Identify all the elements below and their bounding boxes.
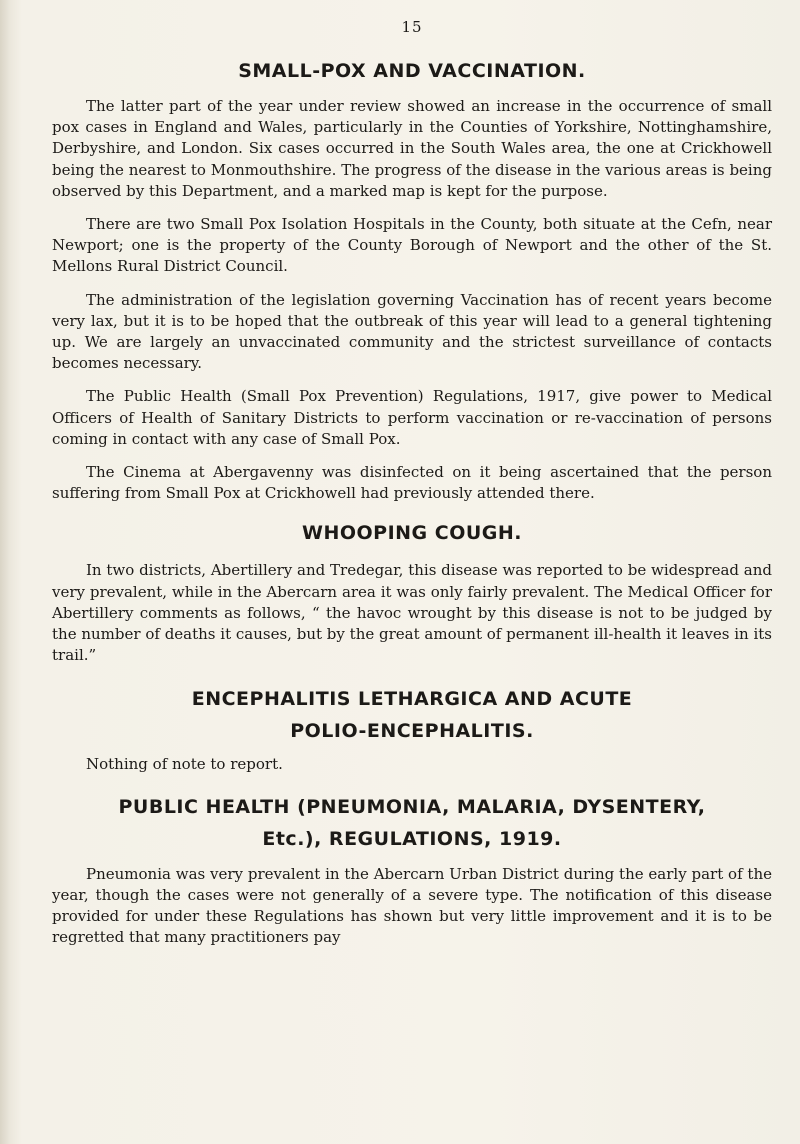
paragraph: The Public Health (Small Pox Prevention) Regulations, 1917, give power to Medical Officers of Health of Sanitary Districts to perform vaccination or re-vaccination of persons coming in contact with any case of Small Pox. — [52, 387, 772, 448]
section-small-pox — [52, 58, 772, 504]
section-heading-small-pox: SMALL-POX AND VACCINATION. — [238, 60, 586, 82]
section-heading-regulations-line1: PUBLIC HEALTH (PNEUMONIA, MALARIA, DYSENTERY, — [118, 795, 706, 818]
section-whooping-cough — [52, 520, 772, 666]
paragraph: The administration of the legislation governing Vaccination has of recent years become very lax, but it is to be hoped that the outbreak of this year will lead to a general tightening up. We are largely an unvaccinated community and the strictest surveillance of contacts becomes necessary. — [52, 290, 772, 373]
page-number: 15 — [401, 18, 423, 36]
paragraph: The Cinema at Abergavenny was disinfected on it being ascertained that the person suffering from Small Pox at Crickhowell had previously attended there. — [52, 463, 772, 503]
section-heading-whooping-cough: WHOOPING COUGH. — [301, 522, 522, 545]
paragraph: The latter part of the year under review showed an increase in the occurrence of small pox cases in England and Wales, particularly in the Counties of Yorkshire, Nottinghamshire, Derbyshire, and London. Six cases occurred in the South Wales area, the one at Crickhowell being the nearest to Monmouthshire. The progress of the disease in the various areas is being observed by this Department, and a marked map is kept for the purpose. — [52, 97, 772, 200]
page-content — [52, 18, 772, 948]
paragraph: In two districts, Abertillery and Tredegar, this disease was reported to be widespread and very prevalent, while in the Abercarn area it was only fairly prevalent. The Medical Officer for Abertillery comments as follows, “ the havoc wrought by this disease is not to be judged by the number of deaths it causes, but by the great amount of permanent ill-health it leaves in its trail.” — [52, 561, 772, 665]
section-encephalitis — [52, 686, 772, 775]
paragraph: Nothing of note to report. — [86, 755, 283, 774]
section-heading-regulations-line2: Etc.), REGULATIONS, 1919. — [262, 827, 562, 850]
section-heading-encephalitis-line2: POLIO-ENCEPHALITIS. — [290, 720, 534, 743]
section-heading-encephalitis-line1: ENCEPHALITIS LETHARGICA AND ACUTE — [191, 688, 633, 711]
section-public-health-regulations — [52, 794, 772, 949]
paragraph: There are two Small Pox Isolation Hospitals in the County, both situate at the Cefn, near Newport; one is the property of the County Borough of Newport and the other of the St. Mellons Rural District Council. — [52, 215, 772, 276]
paragraph: Pneumonia was very prevalent in the Abercarn Urban District during the early part of the year, though the cases were not generally of a severe type. The notification of this disease provided for under these Regulations has shown but very little improvement and it is to be regretted that many practitioners pay — [52, 864, 772, 947]
